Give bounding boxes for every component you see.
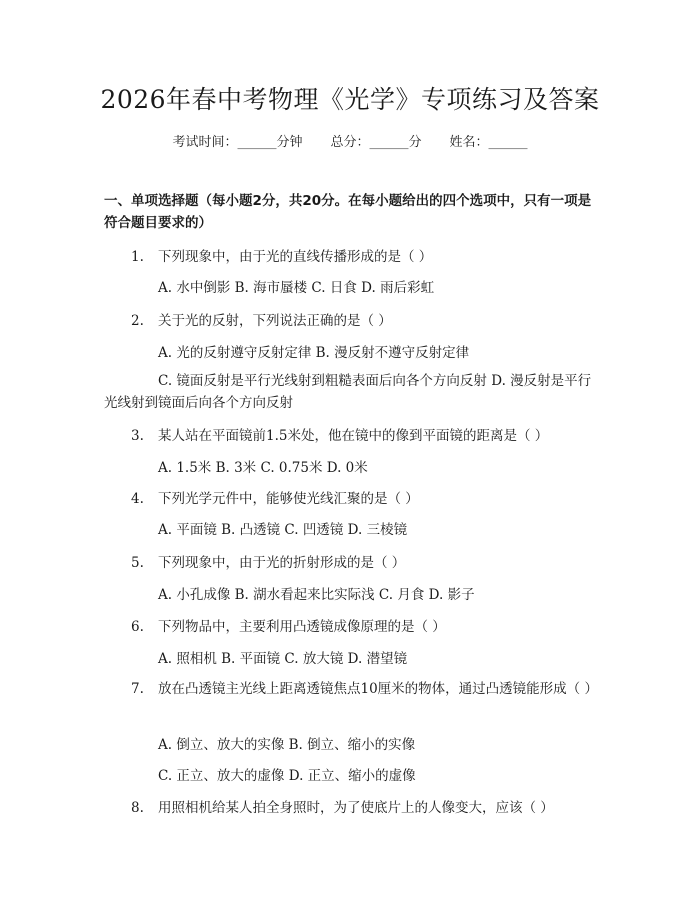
question-7	[104, 678, 604, 700]
question-5	[131, 551, 405, 571]
question-number: 7.	[131, 681, 144, 697]
question-number: 4.	[131, 491, 144, 507]
section-heading: 一、单项选择题（每小题2分，共20分。在每小题给出的四个选项中，只有一项是符合题目要求的）	[104, 193, 592, 231]
question-number: 8.	[131, 800, 144, 816]
question-6	[131, 615, 446, 635]
question-number: 3.	[131, 428, 144, 444]
question-number: 5.	[131, 555, 144, 571]
question-7-options-ab: A. 倒立、放大的实像 B. 倒立、缩小的实像	[158, 737, 416, 753]
question-3	[131, 424, 548, 444]
question-text: 关于光的反射，下列说法正确的是（ ）	[158, 313, 392, 329]
question-text: 下列现象中，由于光的折射形成的是（ ）	[158, 555, 406, 571]
question-6-options: A. 照相机 B. 平面镜 C. 放大镜 D. 潜望镜	[158, 651, 408, 667]
question-text: 下列物品中，主要利用凸透镜成像原理的是（ ）	[158, 619, 446, 635]
question-number: 1.	[131, 249, 144, 265]
question-4	[131, 487, 419, 507]
question-2	[131, 309, 392, 329]
question-2-options-ab: A. 光的反射遵守反射定律 B. 漫反射不遵守反射定律	[158, 345, 470, 361]
question-number: 2.	[131, 313, 144, 329]
total-score-field: 总分：______分	[330, 135, 422, 150]
name-field: 姓名：______	[449, 135, 528, 150]
question-1-options: A. 水中倒影 B. 海市蜃楼 C. 日食 D. 雨后彩虹	[158, 280, 435, 296]
question-3-options: A. 1.5米 B. 3米 C. 0.75米 D. 0米	[158, 460, 368, 476]
exam-meta	[0, 131, 700, 150]
page-title: 2026年春中考物理《光学》专项练习及答案	[100, 85, 600, 114]
question-text: 用照相机给某人拍全身照时，为了使底片上的人像变大，应该（ ）	[158, 800, 554, 816]
question-8	[131, 796, 554, 816]
question-4-options: A. 平面镜 B. 凸透镜 C. 凹透镜 D. 三棱镜	[158, 522, 408, 538]
question-5-options: A. 小孔成像 B. 湖水看起来比实际浅 C. 月食 D. 影子	[158, 587, 475, 603]
question-2-options-cd: C. 镜面反射是平行光线射到粗糙表面后向各个方向反射 D. 漫反射是平行光线射到镜面后向各个方向反射	[104, 373, 592, 411]
question-7-options-cd: C. 正立、放大的虚像 D. 正立、缩小的虚像	[158, 768, 416, 784]
question-1	[131, 245, 432, 265]
exam-time-field: 考试时间：______分钟	[172, 135, 303, 150]
question-text: 某人站在平面镜前1.5米处，他在镜中的像到平面镜的距离是（ ）	[158, 428, 549, 444]
question-text: 下列现象中，由于光的直线传播形成的是（ ）	[158, 249, 433, 265]
question-text: 下列光学元件中，能够使光线汇聚的是（ ）	[158, 491, 419, 507]
question-number: 6.	[131, 619, 144, 635]
question-text: 放在凸透镜主光线上距离透镜焦点10厘米的物体，通过凸透镜能形成（ ）	[158, 681, 598, 697]
